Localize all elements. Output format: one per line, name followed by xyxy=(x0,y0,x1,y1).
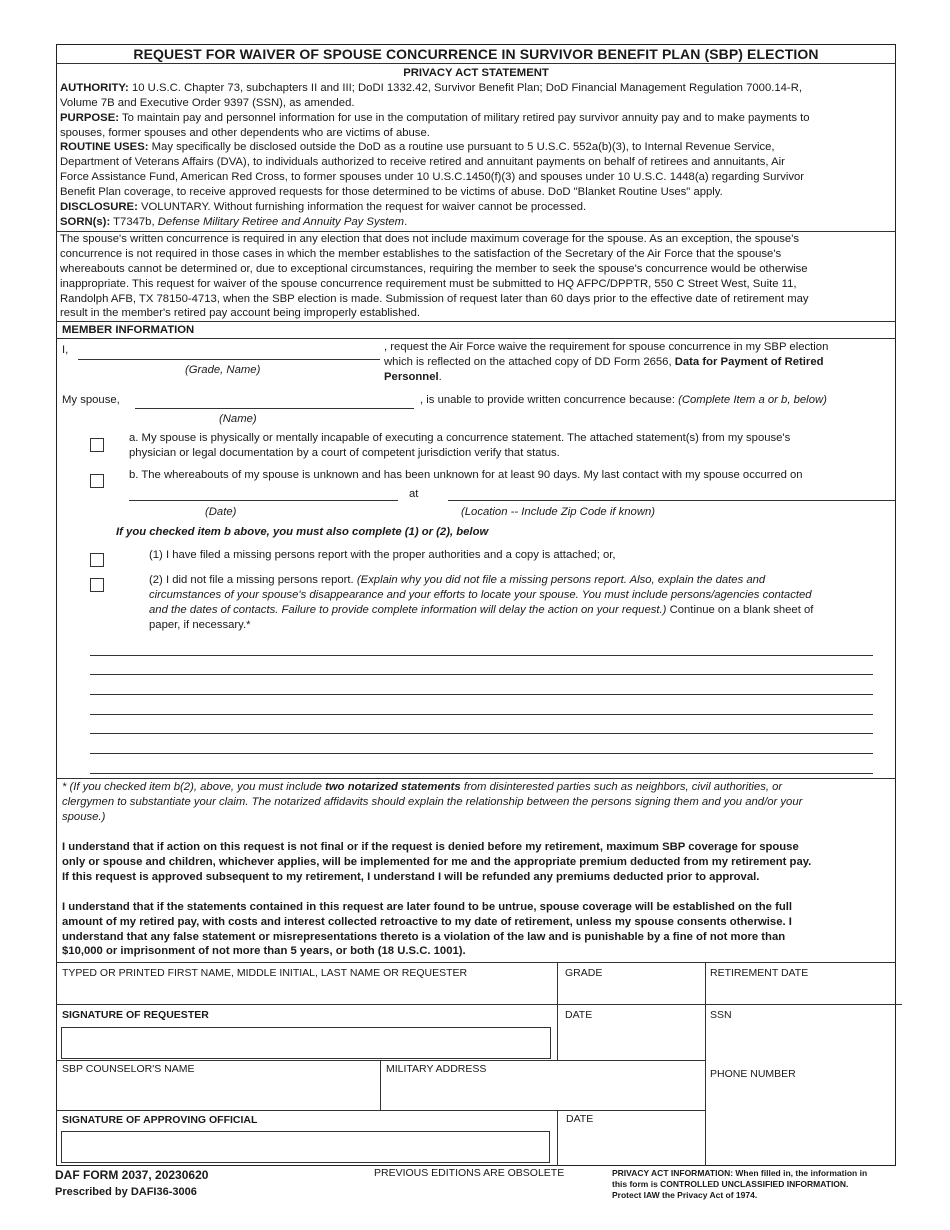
option-2-text-4: paper, if necessary.* xyxy=(149,619,251,631)
divider xyxy=(56,63,896,64)
divider xyxy=(56,321,896,322)
privacy-info-1: PRIVACY ACT INFORMATION: When filled in, the information in xyxy=(612,1168,868,1178)
retirement-date-label: RETIREMENT DATE xyxy=(710,967,809,979)
option-1-checkbox[interactable] xyxy=(90,553,104,567)
explanation-line[interactable] xyxy=(90,694,873,695)
explanation-line[interactable] xyxy=(90,674,873,675)
intro-line: The spouse's written concurrence is required in any election that does not include maximum coverage for the spouse. As an exception, the spouse's xyxy=(60,233,800,245)
divider xyxy=(380,1060,381,1110)
understand-2-line: amount of my retired pay, with costs and interest collected retroactive to my date of retirement, unless my spouse consents otherwise. I xyxy=(62,916,792,928)
explanation-line[interactable] xyxy=(90,733,873,734)
spouse-name-field[interactable] xyxy=(135,408,414,409)
signature-requester-label: SIGNATURE OF REQUESTER xyxy=(62,1009,209,1021)
explanation-line[interactable] xyxy=(90,773,873,774)
footnote-line-2: clergymen to substantiate your claim. The notarized affidavits should explain the relationship between the persons signing them and you and/or your xyxy=(62,796,803,808)
explanation-line[interactable] xyxy=(90,714,873,715)
location-caption: (Location -- Include Zip Code if known) xyxy=(461,506,656,518)
divider xyxy=(56,338,896,339)
option-2-text-3: and the dates of contacts. Failure to provide complete information will delay the action on your request.) Continue on a blank sheet of xyxy=(149,604,814,616)
divider xyxy=(705,962,706,1166)
routine-uses-line-3: Force Assistance Fund, American Red Cross, to former spouses under 10 U.S.C.1450(f)(3) and spouses under 10 U.S.C. 1448(a) regarding Survivor xyxy=(60,171,805,183)
member-section-heading: MEMBER INFORMATION xyxy=(62,324,195,336)
name-caption: (Name) xyxy=(219,413,257,425)
authority-line-2: Volume 7B and Executive Order 9397 (SSN), as amended. xyxy=(60,97,355,109)
divider xyxy=(56,778,896,779)
signature-requester-box[interactable] xyxy=(61,1027,551,1059)
typed-name-label: TYPED OR PRINTED FIRST NAME, MIDDLE INITIAL, LAST NAME OR REQUESTER xyxy=(62,967,468,979)
understand-1-line: only or spouse and children, whichever applies, will be implemented for me and the appropriate premium deducted from my retirement pay. xyxy=(62,856,812,868)
footnote-line-3: spouse.) xyxy=(62,811,106,823)
military-address-label: MILITARY ADDRESS xyxy=(386,1063,487,1075)
option-2-checkbox[interactable] xyxy=(90,578,104,592)
purpose-line-2: spouses, former spouses and other dependents who are victims of abuse. xyxy=(60,127,430,139)
disclosure-line: DISCLOSURE: VOLUNTARY. Without furnishing information the request for waiver cannot be processed. xyxy=(60,201,587,213)
i-label: I, xyxy=(62,344,69,356)
spouse-label: My spouse, xyxy=(62,394,120,406)
request-text-line: , request the Air Force waive the requirement for spouse concurrence in my SBP election xyxy=(384,341,829,353)
routine-uses-line-4: Benefit Plan coverage, to receive approved requests for those determined to be victims of abuse. DoD "Blanket Routine Uses" apply. xyxy=(60,186,723,198)
intro-line: Randolph AFB, TX 78150-4713, when the SBP election is made. Submission of request later than 60 days prior to the effective date of retirement may xyxy=(60,293,809,305)
date-caption: (Date) xyxy=(205,506,237,518)
ssn-label: SSN xyxy=(710,1009,732,1021)
prescribed-by: Prescribed by DAFI36-3006 xyxy=(55,1186,197,1198)
understand-2-line: $10,000 or imprisonment of not more than 5 years, or both (18 U.S.C. 1001). xyxy=(62,945,466,957)
intro-line: result in the member's retired pay account being improperly established. xyxy=(60,307,421,319)
unable-text: , is unable to provide written concurrence because: (Complete Item a or b, below) xyxy=(420,394,827,406)
grade-name-caption: (Grade, Name) xyxy=(185,364,261,376)
request-text-line-2: which is reflected on the attached copy of DD Form 2656, Data for Payment of Retired xyxy=(384,356,824,368)
signature-official-label: SIGNATURE OF APPROVING OFFICIAL xyxy=(62,1114,258,1126)
item-b-text: b. The whereabouts of my spouse is unknown and has been unknown for at least 90 days. My last contact with my spouse occurred on xyxy=(129,469,803,481)
routine-uses-line: ROUTINE USES: May specifically be disclosed outside the DoD as a routine use pursuant to 5 U.S.C. 552a(b)(3), to Internal Revenue Service, xyxy=(60,141,775,153)
privacy-heading: PRIVACY ACT STATEMENT xyxy=(403,67,549,79)
understand-1-line: If this request is approved subsequent to my retirement, I understand I will be refunded any premiums deducted prior to approval. xyxy=(62,871,760,883)
footnote-line: * (If you checked item b(2), above, you must include two notarized statements from disinterested parties such as neighbors, civil authorities, or xyxy=(62,781,783,793)
explanation-line[interactable] xyxy=(90,753,873,754)
at-label: at xyxy=(409,488,419,500)
form-title: REQUEST FOR WAIVER OF SPOUSE CONCURRENCE IN SURVIVOR BENEFIT PLAN (SBP) ELECTION xyxy=(133,46,819,62)
phone-number-label: PHONE NUMBER xyxy=(710,1068,796,1080)
counselor-name-label: SBP COUNSELOR'S NAME xyxy=(62,1063,195,1075)
if-checked-instruction: If you checked item b above, you must also complete (1) or (2), below xyxy=(116,526,489,538)
item-b-checkbox[interactable] xyxy=(90,474,104,488)
item-a-text-2: physician or legal documentation by a court of competent jurisdiction verify that status. xyxy=(129,447,560,459)
understand-2-line: I understand that if the statements contained in this request are later found to be untrue, spouse coverage will be established on the full xyxy=(62,901,793,913)
authority-line: AUTHORITY: 10 U.S.C. Chapter 73, subchapters II and III; DoDI 1332.42, Survivor Benefit Plan; DoD Financial Management Regulation 7000.14-R, xyxy=(60,82,802,94)
explanation-line[interactable] xyxy=(90,655,873,656)
grade-label: GRADE xyxy=(565,967,603,979)
intro-line: concurrence is not required in those cases in which the member establishes to the satisfaction of the Secretary of the Air Force that the spouse's xyxy=(60,248,782,260)
form-id: DAF FORM 2037, 20230620 xyxy=(55,1168,209,1182)
divider xyxy=(56,962,896,963)
option-2-text-2: circumstances of your spouse's disappearance and your efforts to locate your spouse. You must include persons/agencies contacted xyxy=(149,589,812,601)
purpose-line: PURPOSE: To maintain pay and personnel information for use in the computation of military retired pay survivor annuity pay and to make payments to xyxy=(60,112,810,124)
option-2-text: (2) I did not file a missing persons report. (Explain why you did not file a missing persons report. Also, explain the dates and xyxy=(149,574,766,586)
privacy-info-2: this form is CONTROLLED UNCLASSIFIED INFORMATION. xyxy=(612,1179,849,1189)
signature-official-box[interactable] xyxy=(61,1131,550,1163)
last-contact-location-field[interactable] xyxy=(448,500,895,501)
privacy-info-3: Protect IAW the Privacy Act of 1974. xyxy=(612,1190,758,1200)
previous-editions: PREVIOUS EDITIONS ARE OBSOLETE xyxy=(374,1167,565,1179)
request-text-line-3: Personnel. xyxy=(384,371,442,383)
divider xyxy=(56,1004,902,1005)
divider xyxy=(56,1110,705,1111)
date-label: DATE xyxy=(565,1009,593,1021)
understand-1-line: I understand that if action on this request is not final or if the request is denied before my retirement, maximum SBP coverage for spouse xyxy=(62,841,799,853)
divider xyxy=(557,1110,558,1166)
understand-2-line: understand that any false statement or misrepresentations thereto is a violation of the law and is punishable by a fine of not more than xyxy=(62,931,786,943)
item-a-text: a. My spouse is physically or mentally incapable of executing a concurrence statement. The attached statement(s) from my spouse's xyxy=(129,432,791,444)
routine-uses-line-2: Department of Veterans Affairs (DVA), to individuals authorized to receive retired and annuitant payments on behalf of retirees and annuitants, Air xyxy=(60,156,785,168)
grade-name-field[interactable] xyxy=(78,359,380,360)
date-label: DATE xyxy=(566,1113,594,1125)
divider xyxy=(557,962,558,1060)
intro-line: whereabouts cannot be determined or, due to exceptional circumstances, requiring the member to seek the spouse's concurrence would be otherwise xyxy=(60,263,808,275)
item-a-checkbox[interactable] xyxy=(90,438,104,452)
intro-line: inappropriate. This request for waiver of the spouse concurrence requirement must be submitted to HQ AFPC/DPPTR, 550 C Street West, Suite 11, xyxy=(60,278,797,290)
last-contact-date-field[interactable] xyxy=(129,500,398,501)
option-1-text: (1) I have filed a missing persons report with the proper authorities and a copy is attached; or, xyxy=(149,549,616,561)
sorn-line: SORN(s): T7347b, Defense Military Retiree and Annuity Pay System. xyxy=(60,216,408,228)
